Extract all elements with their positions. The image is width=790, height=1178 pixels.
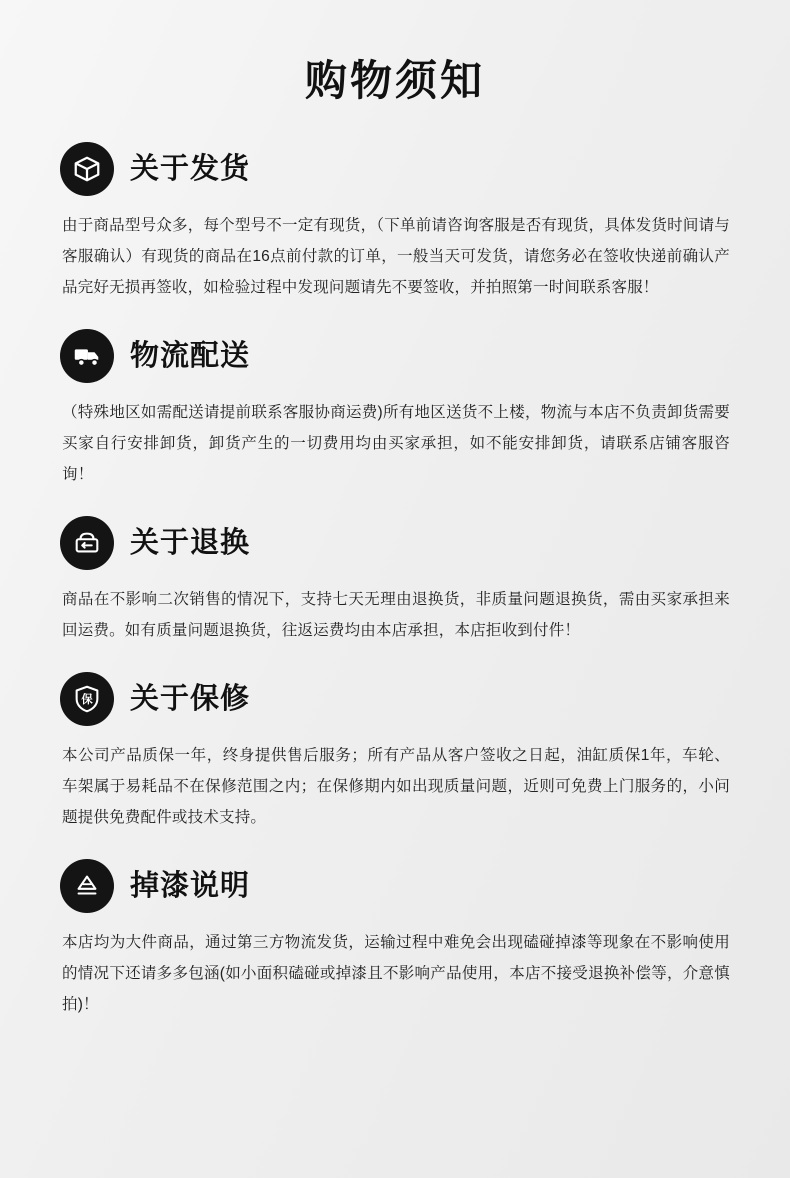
- section-title: 关于退换: [130, 526, 251, 559]
- section-title: 掉漆说明: [130, 869, 251, 902]
- section-body: 本公司产品质保一年，终身提供售后服务；所有产品从客户签收之日起，油缸质保1年，车轮、车架属于易耗品不在保修范围之内；在保修期内如出现质量问题，近则可免费上门服务的，小问题提供免费配件或技术支持。: [62, 747, 730, 826]
- section-header: [60, 142, 730, 196]
- section-body: 本店均为大件商品，通过第三方物流发货，运输过程中难免会出现磕碰掉漆等现象在不影响使用的情况下还请多多包涵(如小面积磕碰或掉漆且不影响产品使用，本店不接受退换补偿等，介意慎拍)！: [62, 934, 730, 1013]
- paint-chip-icon: [60, 859, 114, 913]
- warranty-icon: [60, 672, 114, 726]
- section-header: [60, 516, 730, 570]
- return-box-icon: [60, 516, 114, 570]
- section-title: 物流配送: [130, 339, 251, 372]
- section-returns: [60, 516, 730, 646]
- section-header: [60, 329, 730, 383]
- section-body: 商品在不影响二次销售的情况下，支持七天无理由退换货，非质量问题退换货，需由买家承担来回运费。如有质量问题退换货，往返运费均由本店承担，本店拒收到付件！: [62, 591, 730, 639]
- section-header: [60, 672, 730, 726]
- section-body: 由于商品型号众多，每个型号不一定有现货，（下单前请咨询客服是否有现货，具体发货时间请与客服确认）有现货的商品在16点前付款的订单，一般当天可发货，请您务必在签收快递前确认产品完好无损再签收，如检验过程中发现问题请先不要签收，并拍照第一时间联系客服！: [62, 217, 730, 296]
- section-shipping: [60, 142, 730, 303]
- section-title: 关于发货: [130, 152, 251, 185]
- section-logistics: [60, 329, 730, 490]
- truck-icon: [60, 329, 114, 383]
- section-header: [60, 859, 730, 913]
- svg-text:保: 保: [81, 694, 93, 707]
- section-title: 关于保修: [130, 682, 251, 715]
- section-body: （特殊地区如需配送请提前联系客服协商运费)所有地区送货不上楼，物流与本店不负责卸货需要买家自行安排卸货，卸货产生的一切费用均由买家承担，如不能安排卸货，请联系店铺客服咨询！: [62, 404, 730, 483]
- section-paint-chip: [60, 859, 730, 1020]
- box-icon: [60, 142, 114, 196]
- page-title: 购物须知: [304, 57, 485, 104]
- section-warranty: [60, 672, 730, 833]
